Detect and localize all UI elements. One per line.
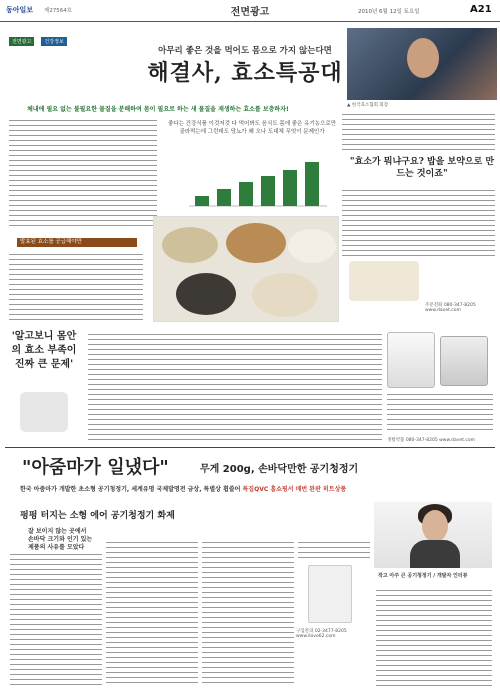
issue-number: 제27564호 [44,8,73,14]
chart-box [167,120,337,212]
air-purifier-sub3: 잘 보이지 않는 곳에서 손바닥 크기와 인기 있는 제품의 사유를 모았다 [28,528,93,551]
spokesperson-photo [347,28,497,100]
ad-headline: 해결사, 효소특공대 [147,60,343,86]
chart-bar [261,176,275,206]
body-text-col1 [9,118,157,230]
interview-title: "효소가 뭐냐구요? 밥을 보약으로 만드는 것이죠" [349,157,495,179]
bottom-contact: 구입문의 02-3477-8205 www.ilove62.com [296,629,347,639]
body [410,540,460,568]
air-purifier-photo [308,565,352,623]
product-text [387,392,493,434]
ad-lede: 체내에 필요 없는 불필요한 물질을 분해하여 몸이 필요로 하는 새 물질을 재생하는 효소를 보충하자! [27,106,289,113]
enzyme-advertisement [5,26,495,326]
rice-photo [349,261,419,301]
interview-body [376,588,492,686]
bottom-text-col1 [10,552,102,686]
badge-health: 건강정보 [41,37,66,46]
masthead [0,0,500,22]
badge-ad: 전면광고 [9,37,34,46]
bowl-barley [252,273,318,317]
badge-row [9,28,69,47]
face [422,510,448,542]
publish-date: 2010년 6월 12일 토요일 [358,9,420,15]
strap-text: 한국 아줌마가 개발한 초소형 공기청정기, 세계유명 국제발명전 금상, 특별상 휩쓸어 [20,486,243,493]
bowl-grain [226,223,286,263]
product-box-photo [387,332,435,388]
air-purifier-headline: "아줌마가 일냈다" [22,457,169,478]
mid-contact: 생활약품 080-347-8205 www.davet.com [387,438,476,443]
right-body-text [342,112,495,152]
section-subhead: 발효된 효소를 공급해야만 [17,238,137,247]
chart-bar [305,162,319,206]
chart-bar [283,170,297,206]
air-purifier-sub2: 펑펑 터지는 소형 에어 공기청정기 화제 [20,511,175,521]
developer-caption: 작고 아주 큰 공기청정기 / 개발자 인터뷰 [378,573,468,579]
interview-text [342,188,495,258]
page-number: A21 [470,4,492,15]
chart-caption: 좋다는 건강식품 이것저것 다 먹어봐도 음식도 몸에 좋은 유기농으로만 골라먹는데 그런데도 당뇨가 왜 오나 도대체 무엇이 문제인가 [167,121,337,135]
air-purifier-subhead: 무게 200g, 손바닥만한 공기청정기 [200,464,359,475]
dog-illustration [20,392,68,432]
bottom-text-col2 [106,540,198,686]
photo-caption: ▲ 한국효소협회 회장 [347,103,389,108]
strap-highlight: 특집QVC 홈쇼핑서 매번 완판 히트상품 [242,486,347,493]
chart-bar [195,196,209,206]
bowl-black-bean [176,273,236,315]
bar-chart [167,120,337,212]
pull-quote: '알고보니 몸안의 효소 부족이 진짜 큰 문제' [11,331,77,370]
order-contact: 주문전화 080-347-8205 www.davet.com [425,303,476,313]
bowl-rice [288,229,336,263]
bottom-text-col4 [298,540,370,562]
body-text-col1b [9,252,143,324]
bowl-grain [162,227,218,263]
grain-bowls-photo [153,216,339,322]
divider [5,447,495,448]
air-purifier-strap [20,484,490,493]
chart-bar [217,189,231,206]
developer-photo [374,502,492,568]
product-package-photo [440,336,488,386]
ad-kicker: 아무리 좋은 것을 먹어도 몸으로 가지 않는다면 [158,46,332,56]
chart-bar [239,182,253,206]
bottom-text-col3 [202,540,294,686]
newspaper-logo: 동아일보 [6,6,34,14]
mid-body-text [88,332,382,442]
face [407,38,439,78]
section-title: 전면광고 [230,7,270,18]
